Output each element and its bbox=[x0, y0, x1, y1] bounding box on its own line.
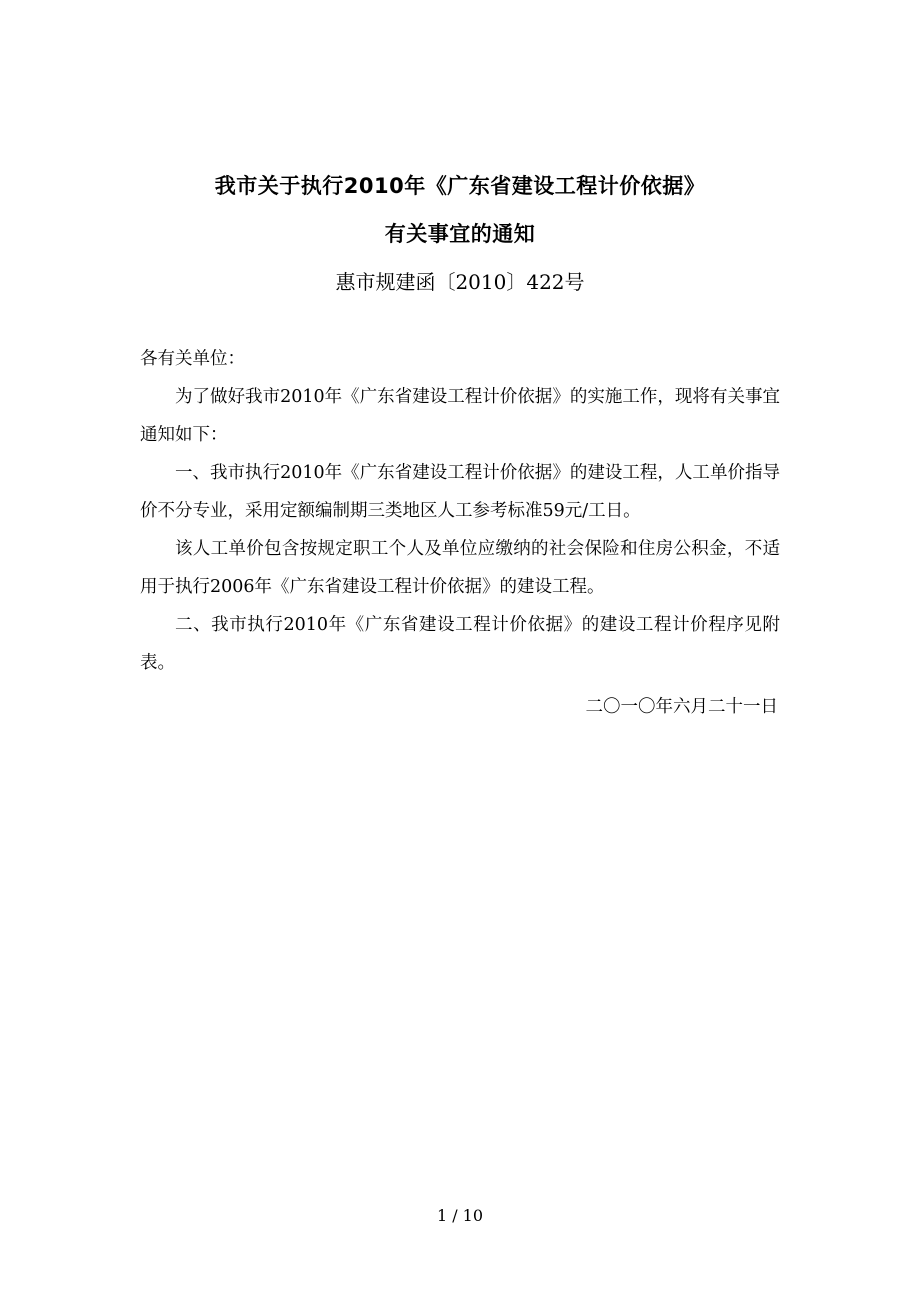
document-date: 二〇一〇年六月二十一日 bbox=[585, 697, 778, 717]
page-number: 1 / 10 bbox=[436, 1206, 484, 1225]
paragraph-intro: 为了做好我市2010年《广东省建设工程计价依据》的实施工作，现将有关事宜通知如下： bbox=[140, 387, 780, 445]
paragraph-item-2: 二、我市执行2010年《广东省建设工程计价依据》的建设工程计价程序见附表。 bbox=[140, 615, 780, 673]
salutation: 各有关单位： bbox=[140, 349, 245, 369]
document-title-line-2: 有关事宜的通知 bbox=[384, 222, 536, 246]
paragraph-item-1-note: 该人工单价包含按规定职工个人及单位应缴纳的社会保险和住房公积金，不适用于执行2006年《广东省建设工程计价依据》的建设工程。 bbox=[140, 539, 780, 597]
document-body bbox=[140, 378, 780, 682]
document-reference-number: 惠市规建函〔2010〕422号 bbox=[335, 270, 585, 294]
document-title-line-1: 我市关于执行2010年《广东省建设工程计价依据》 bbox=[214, 174, 706, 198]
paragraph-item-1: 一、我市执行2010年《广东省建设工程计价依据》的建设工程，人工单价指导价不分专业，采用定额编制期三类地区人工参考标准59元/工日。 bbox=[140, 463, 780, 521]
